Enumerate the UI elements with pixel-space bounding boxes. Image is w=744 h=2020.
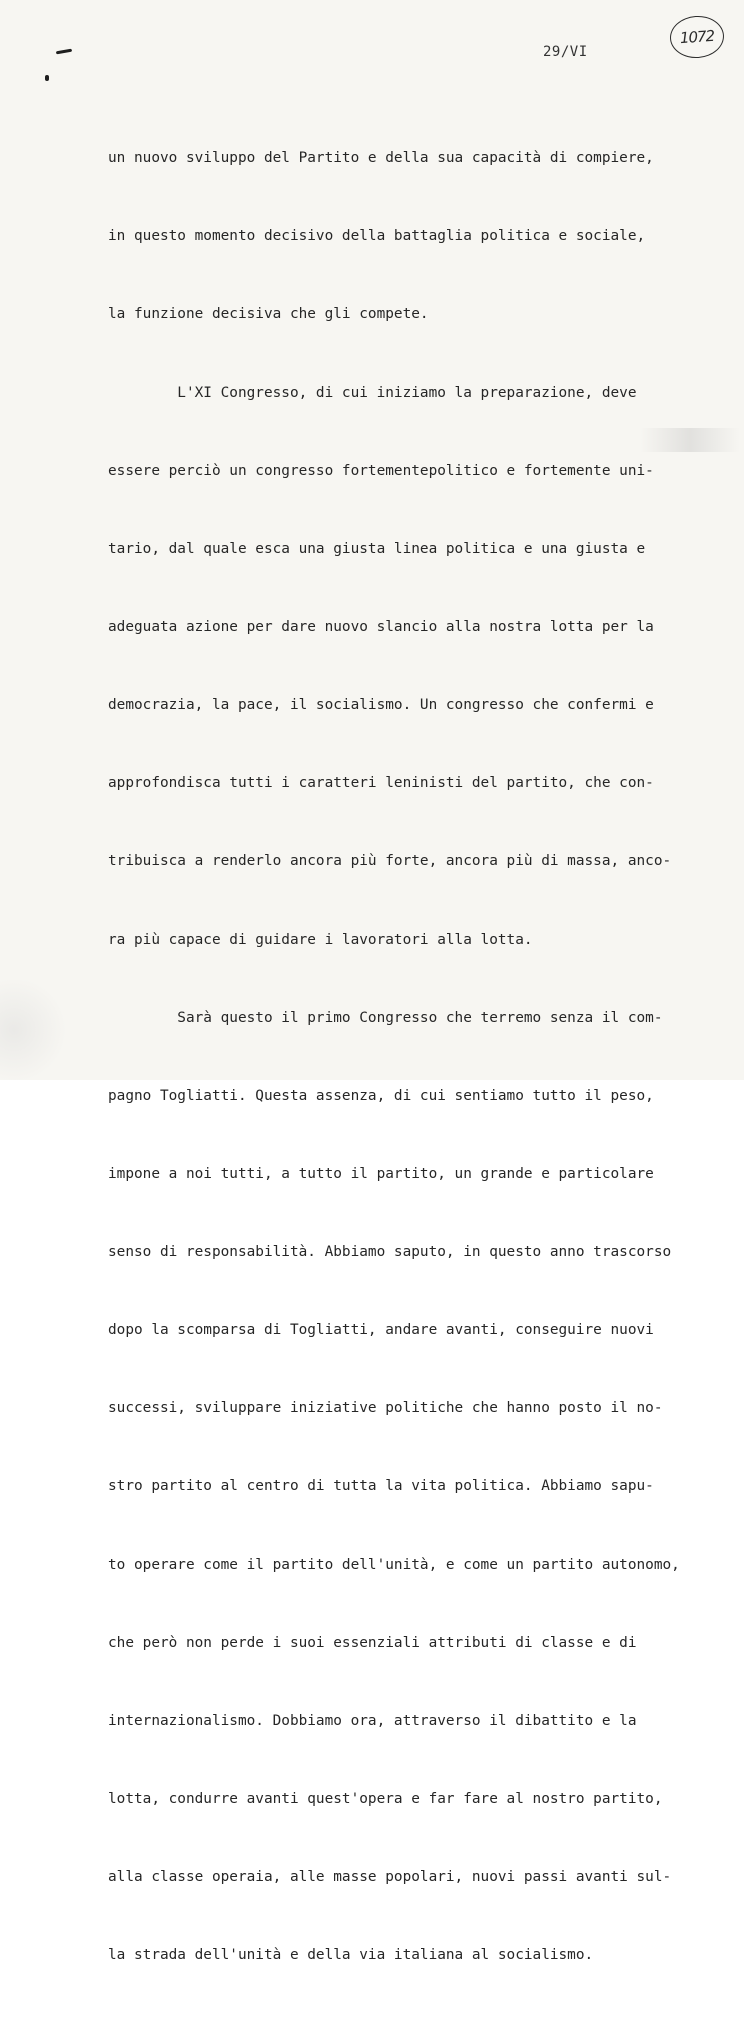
typed-body-text (108, 93, 718, 2020)
text-line: un nuovo sviluppo del Partito e della sua capacità di compiere, (108, 150, 654, 167)
text-line: approfondisca tutti i caratteri leninisti del partito, che con- (108, 775, 654, 792)
text-line: essere perciò un congresso fortementepolitico e fortemente uni- (108, 462, 654, 479)
text-line: to operare come il partito dell'unità, e come un partito autonomo, (108, 1556, 680, 1573)
text-line: senso di responsabilità. Abbiamo saputo, in questo anno trascorso (108, 1244, 672, 1261)
faint-watermark (0, 980, 70, 1080)
margin-mark-dash (56, 49, 72, 55)
text-line: tario, dal quale esca una giusta linea politica e una giusta e (108, 540, 646, 557)
page-number: 29/VI (543, 44, 588, 60)
text-line: adeguata azione per dare nuovo slancio alla nostra lotta per la (108, 618, 654, 635)
text-line: la strada dell'unità e della via italiana al socialismo. (108, 1947, 594, 1964)
text-line: L'XI Congresso, di cui iniziamo la preparazione, deve (108, 384, 637, 401)
text-line: successi, sviluppare iniziative politiche che hanno posto il no- (108, 1400, 663, 1417)
text-line: che però non perde i suoi essenziali attributi di classe e di (108, 1634, 637, 1651)
text-line: tribuisca a renderlo ancora più forte, ancora più di massa, anco- (108, 853, 672, 870)
text-line: in questo momento decisivo della battaglia politica e sociale, (108, 228, 646, 245)
text-line: democrazia, la pace, il socialismo. Un congresso che confermi e (108, 697, 654, 714)
text-line: impone a noi tutti, a tutto il partito, un grande e particolare (108, 1165, 654, 1182)
text-line: la funzione decisiva che gli compete. (108, 306, 429, 323)
text-line: pagno Togliatti. Questa assenza, di cui sentiamo tutto il peso, (108, 1087, 654, 1104)
margin-mark-dot (45, 75, 49, 81)
text-line: alla classe operaia, alle masse popolari, nuovi passi avanti sul- (108, 1869, 672, 1886)
text-line: stro partito al centro di tutta la vita politica. Abbiamo sapu- (108, 1478, 654, 1495)
text-line: Sarà questo il primo Congresso che terremo senza il com- (108, 1009, 663, 1026)
text-line: ra più capace di guidare i lavoratori alla lotta. (108, 931, 533, 948)
text-line: lotta, condurre avanti quest'opera e far fare al nostro partito, (108, 1791, 663, 1808)
archive-stamp: 1072 (669, 14, 726, 60)
text-line: internazionalismo. Dobbiamo ora, attraverso il dibattito e la (108, 1712, 637, 1729)
text-line: dopo la scomparsa di Togliatti, andare avanti, conseguire nuovi (108, 1322, 654, 1339)
